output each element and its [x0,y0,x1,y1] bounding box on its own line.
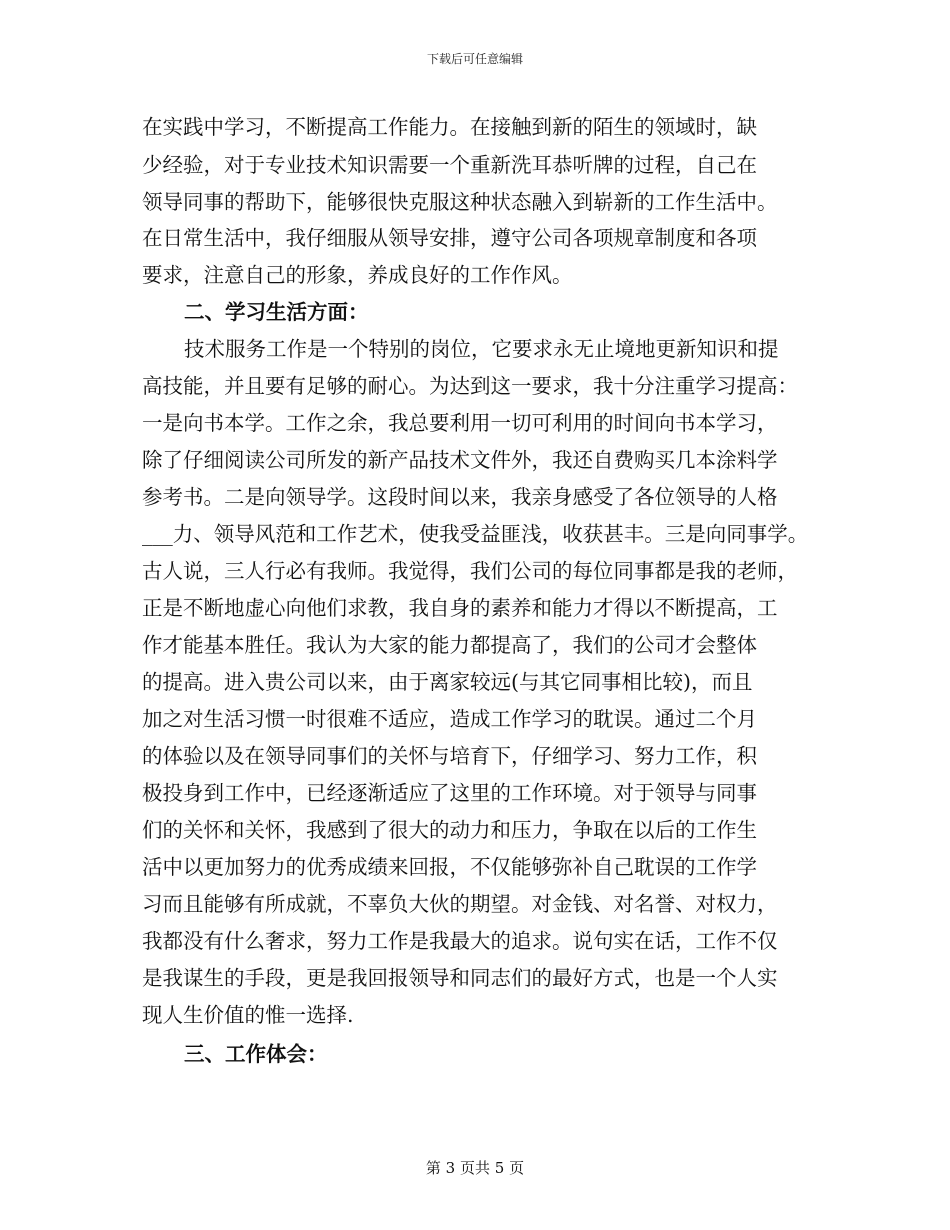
section-heading: 三、工作体会： [184,1042,328,1066]
paragraph-line: 在日常生活中，我仔细服从领导安排，遵守公司各项规章制度和各项 [142,226,757,250]
paragraph-line: 活中以更加努力的优秀成绩来回报，不仅能够弥补自己耽误的工作学 [142,855,757,879]
paragraph-line: 现人生价值的惟一选择. [142,1003,354,1027]
paragraph-line: 要求，注意自己的形象，养成良好的工作作风。 [142,263,573,287]
paragraph-line: 的提高。进入贵公司以来，由于离家较远(与其它同事相比较)，而且 [142,670,753,694]
paragraph-line: 一是向书本学。工作之余，我总要利用一切可利用的时间向书本学习， [142,411,778,435]
paragraph-line: 参考书。二是向领导学。这段时间以来，我亲身感受了各位领导的人格 [142,485,778,509]
paragraph-line: 领导同事的帮助下，能够很快克服这种状态融入到崭新的工作生活中。 [142,190,778,214]
paragraph-line: 的体验以及在领导同事们的关怀与培育下，仔细学习、努力工作，积 [142,744,757,768]
paragraph-line: ___力、领导风范和工作艺术，使我受益匪浅，收获甚丰。三是向同事学。 [142,522,809,546]
paragraph-line: 少经验，对于专业技术知识需要一个重新洗耳恭听牌的过程，自己在 [142,153,757,177]
paragraph-line: 极投身到工作中，已经逐渐适应了这里的工作环境。对于领导与同事 [142,781,757,805]
section-heading: 二、学习生活方面： [184,300,369,324]
paragraph-line: 高技能，并且要有足够的耐心。为达到这一要求，我十分注重学习提高： [142,374,798,398]
paragraph-line: 作才能基本胜任。我认为大家的能力都提高了，我们的公司才会整体 [142,633,757,657]
paragraph-line: 除了仔细阅读公司所发的新产品技术文件外，我还自费购买几本涂料学 [142,448,778,472]
paragraph-line: 我都没有什么奢求，努力工作是我最大的追求。说句实在话，工作不仅 [142,929,778,953]
paragraph-line: 习而且能够有所成就，不辜负大伙的期望。对金钱、对名誉、对权力， [142,892,778,916]
paragraph-line: 正是不断地虚心向他们求教，我自身的素养和能力才得以不断提高，工 [142,596,778,620]
page-footer: 第 3 页共 5 页 [425,1159,525,1177]
paragraph-line: 技术服务工作是一个特别的岗位，它要求永无止境地更新知识和提 [184,337,779,361]
page-header: 下载后可任意编辑 [426,52,523,66]
paragraph-line: 古人说，三人行必有我师。我觉得，我们公司的每位同事都是我的老师， [142,559,798,583]
paragraph-line: 在实践中学习，不断提高工作能力。在接触到新的陌生的领域时，缺 [142,115,757,139]
paragraph-line: 是我谋生的手段，更是我回报领导和同志们的最好方式，也是一个人实 [142,966,778,990]
paragraph-line: 们的关怀和关怀，我感到了很大的动力和压力，争取在以后的工作生 [142,818,757,842]
paragraph-line: 加之对生活习惯一时很难不适应，造成工作学习的耽误。通过二个月 [142,707,757,731]
